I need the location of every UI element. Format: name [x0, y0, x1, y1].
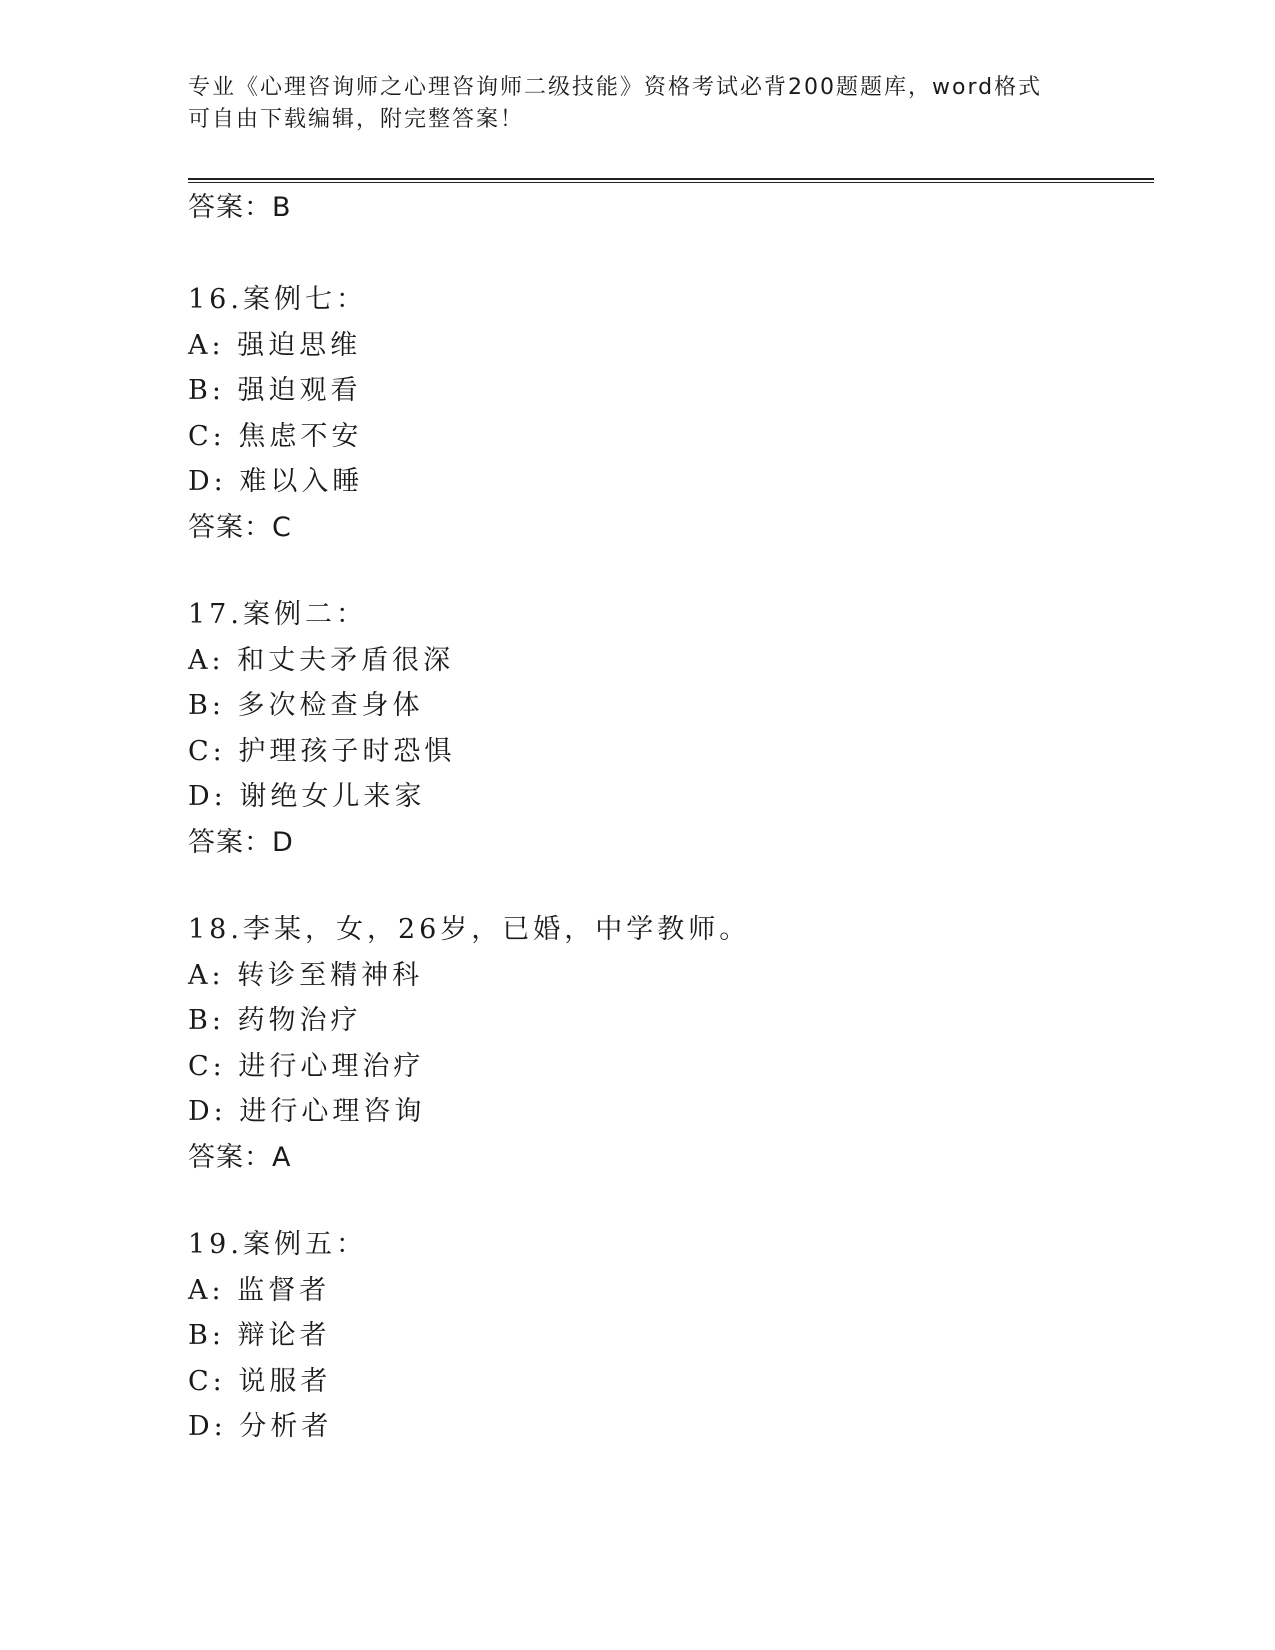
option-a: A: 和丈夫矛盾很深 [188, 644, 455, 676]
option-c: C: 进行心理治疗 [188, 1050, 425, 1082]
option-b: B: 药物治疗 [188, 1005, 362, 1036]
option-d: D: 进行心理咨询 [188, 1096, 426, 1127]
question-text: 17.案例二： [188, 599, 367, 630]
option-d: D: 分析者 [188, 1411, 333, 1442]
question-text: 18.李某，女，26岁，已婚，中学教师。 [188, 914, 751, 945]
option-c: C: 焦虑不安 [188, 420, 363, 452]
option-a: A: 强迫思维 [188, 329, 362, 361]
header-line-1: 专业《心理咨询师之心理咨询师二级技能》资格考试必背200题题库，word格式 [188, 75, 1043, 100]
question-answer: 答案：C [188, 511, 292, 543]
question-19 [188, 1222, 1154, 1450]
question-17 [188, 592, 1154, 865]
option-b: B: 强迫观看 [188, 375, 362, 406]
question-answer: 答案：D [188, 826, 294, 858]
previous-answer: 答案：B [188, 192, 292, 223]
header-divider [188, 178, 1154, 183]
option-a: A: 监督者 [188, 1274, 331, 1306]
header-line-2: 可自由下载编辑，附完整答案！ [188, 107, 525, 132]
option-b: B: 多次检查身体 [188, 690, 424, 721]
question-text: 19.案例五： [188, 1229, 367, 1260]
question-text: 16.案例七： [188, 284, 367, 315]
question-18 [188, 907, 1154, 1180]
question-16 [188, 277, 1154, 550]
question-answer: 答案：A [188, 1141, 292, 1173]
option-c: C: 说服者 [188, 1365, 332, 1397]
option-a: A: 转诊至精神科 [188, 959, 424, 991]
option-b: B: 辩论者 [188, 1320, 331, 1351]
option-d: D: 难以入睡 [188, 466, 364, 497]
option-d: D: 谢绝女儿来家 [188, 781, 426, 812]
document-header [188, 72, 1088, 136]
option-c: C: 护理孩子时恐惧 [188, 735, 456, 767]
